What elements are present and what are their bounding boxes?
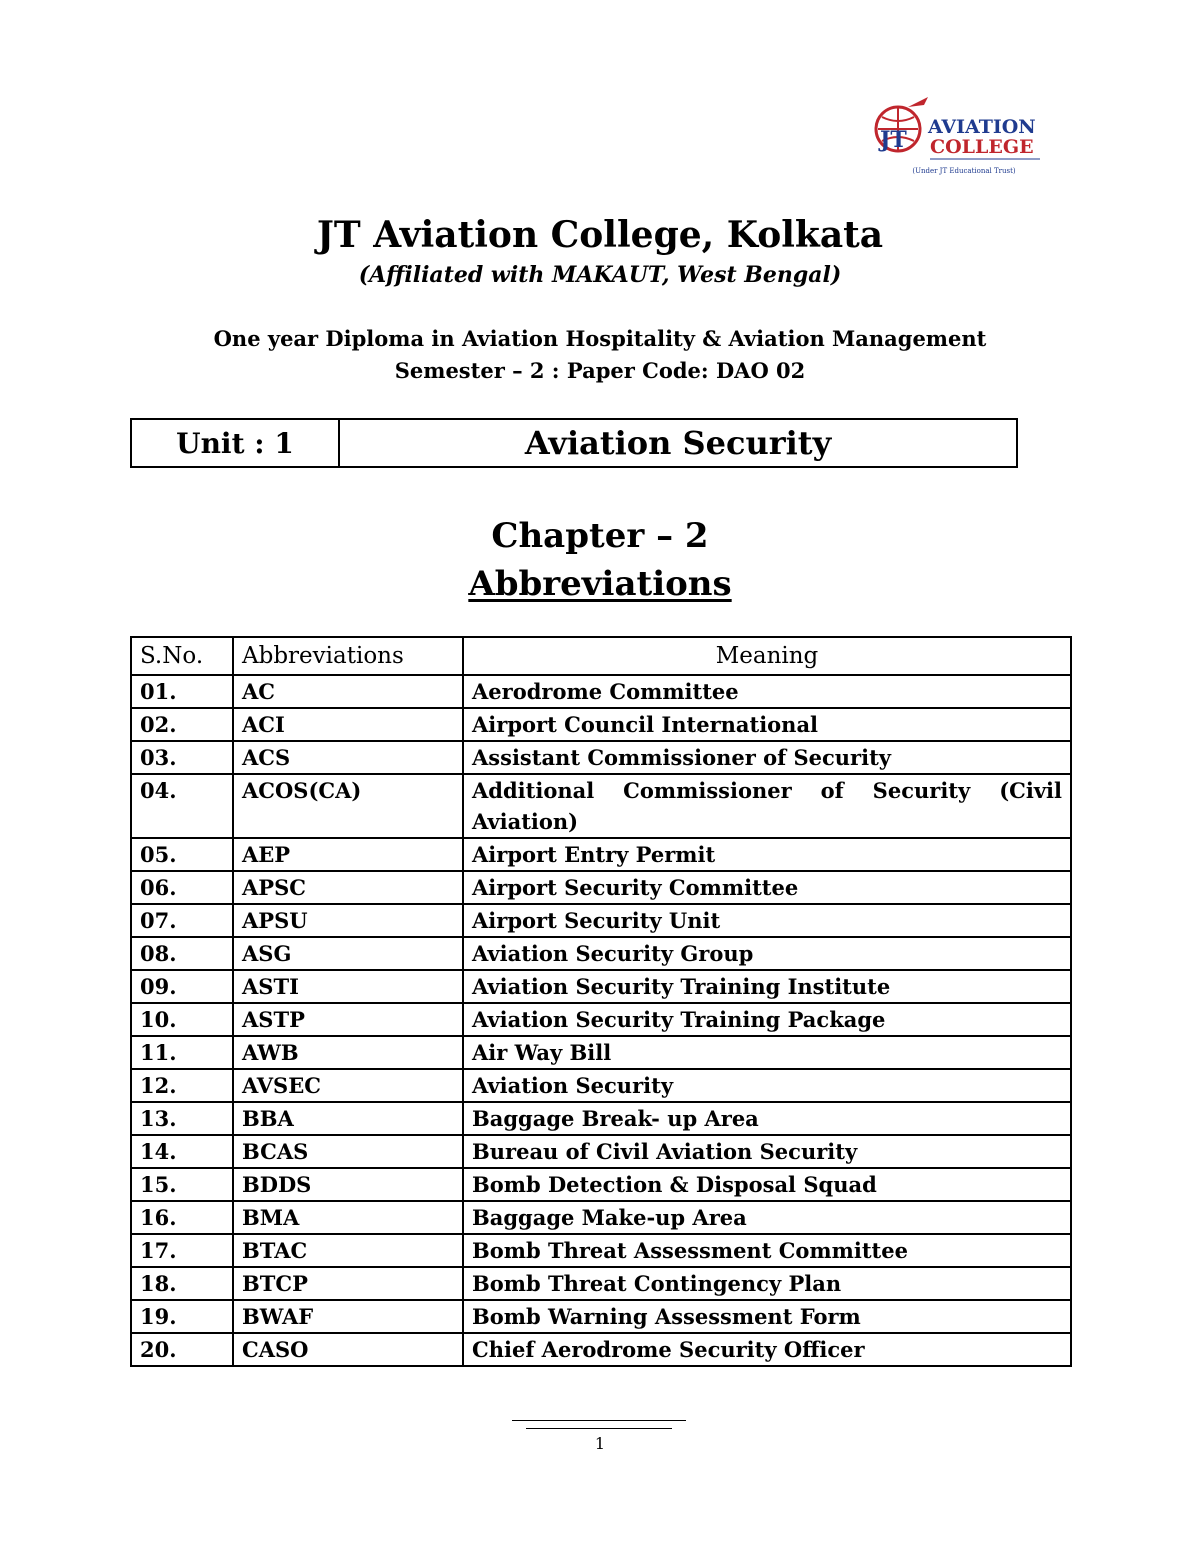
abbreviation-cell: BDDS <box>233 1168 463 1201</box>
table-row <box>131 741 1071 774</box>
sno-cell: 07. <box>131 904 233 937</box>
table-row <box>131 675 1071 708</box>
abbreviation-cell: BTCP <box>233 1267 463 1300</box>
college-title: JT Aviation College, Kolkata <box>316 214 884 256</box>
sno-cell: 06. <box>131 871 233 904</box>
abbreviation-cell: AEP <box>233 838 463 871</box>
unit-label: Unit : 1 <box>132 420 340 466</box>
table-row <box>131 904 1071 937</box>
table-row <box>131 1135 1071 1168</box>
abbreviation-cell: BMA <box>233 1201 463 1234</box>
sno-cell: 09. <box>131 970 233 1003</box>
meaning-cell: Bomb Threat Contingency Plan <box>463 1267 1071 1300</box>
abbreviation-cell: AWB <box>233 1036 463 1069</box>
meaning-cell: Airport Council International <box>463 708 1071 741</box>
sno-cell: 16. <box>131 1201 233 1234</box>
meaning-cell: Airport Security Committee <box>463 871 1071 904</box>
abbreviation-cell: ASTP <box>233 1003 463 1036</box>
sno-cell: 15. <box>131 1168 233 1201</box>
chapter-title: Abbreviations <box>468 564 732 604</box>
abbreviation-cell: AVSEC <box>233 1069 463 1102</box>
svg-text:COLLEGE: COLLEGE <box>930 136 1034 158</box>
header-abbreviations: Abbreviations <box>233 637 463 675</box>
meaning-cell: Bomb Warning Assessment Form <box>463 1300 1071 1333</box>
meaning-cell: Aviation Security Group <box>463 937 1071 970</box>
meaning-cell: Aviation Security Training Institute <box>463 970 1071 1003</box>
footer-rule <box>512 1420 686 1421</box>
table-row <box>131 838 1071 871</box>
sno-cell: 02. <box>131 708 233 741</box>
meaning-cell: Additional Commissioner of Security (Civil Aviation) <box>463 774 1071 838</box>
abbreviation-cell: APSC <box>233 871 463 904</box>
table-row <box>131 1102 1071 1135</box>
meaning-cell: Assistant Commissioner of Security <box>463 741 1071 774</box>
sno-cell: 20. <box>131 1333 233 1366</box>
table-row <box>131 1267 1071 1300</box>
meaning-cell: Bomb Threat Assessment Committee <box>463 1234 1071 1267</box>
abbreviation-cell: BCAS <box>233 1135 463 1168</box>
abbreviation-cell: ACS <box>233 741 463 774</box>
meaning-cell: Chief Aerodrome Security Officer <box>463 1333 1071 1366</box>
table-row <box>131 1069 1071 1102</box>
table-row <box>131 1300 1071 1333</box>
meaning-cell: Baggage Make-up Area <box>463 1201 1071 1234</box>
page-number: 1 <box>594 1434 606 1453</box>
table-row <box>131 937 1071 970</box>
abbreviation-cell: BBA <box>233 1102 463 1135</box>
sno-cell: 01. <box>131 675 233 708</box>
meaning-cell: Bureau of Civil Aviation Security <box>463 1135 1071 1168</box>
table-header-row <box>131 637 1071 675</box>
meaning-cell: Airport Security Unit <box>463 904 1071 937</box>
college-logo <box>868 95 1046 180</box>
table-row <box>131 1168 1071 1201</box>
course-title: One year Diploma in Aviation Hospitality & Aviation Management <box>213 326 987 351</box>
abbreviation-cell: AC <box>233 675 463 708</box>
table-row <box>131 871 1071 904</box>
meaning-cell: Bomb Detection & Disposal Squad <box>463 1168 1071 1201</box>
abbreviation-cell: ASTI <box>233 970 463 1003</box>
abbreviation-cell: ASG <box>233 937 463 970</box>
chapter-heading <box>0 564 1200 604</box>
abbreviation-cell: BWAF <box>233 1300 463 1333</box>
sno-cell: 19. <box>131 1300 233 1333</box>
unit-title: Aviation Security <box>524 424 832 462</box>
sno-cell: 10. <box>131 1003 233 1036</box>
svg-text:JT: JT <box>880 127 907 153</box>
semester-info: Semester – 2 : Paper Code: DAO 02 <box>394 358 806 383</box>
sno-cell: 05. <box>131 838 233 871</box>
abbreviation-cell: BTAC <box>233 1234 463 1267</box>
table-row <box>131 970 1071 1003</box>
header-sno: S.No. <box>131 637 233 675</box>
sno-cell: 08. <box>131 937 233 970</box>
table-row <box>131 708 1071 741</box>
sno-cell: 18. <box>131 1267 233 1300</box>
abbreviations-table <box>130 636 1072 1367</box>
meaning-cell: Airport Entry Permit <box>463 838 1071 871</box>
sno-cell: 17. <box>131 1234 233 1267</box>
meaning-cell: Aviation Security <box>463 1069 1071 1102</box>
header-meaning: Meaning <box>463 637 1071 675</box>
abbreviation-cell: CASO <box>233 1333 463 1366</box>
sno-cell: 14. <box>131 1135 233 1168</box>
table-row <box>131 1234 1071 1267</box>
abbreviation-cell: ACOS(CA) <box>233 774 463 838</box>
meaning-cell: Aerodrome Committee <box>463 675 1071 708</box>
unit-box <box>130 418 1018 468</box>
sno-cell: 03. <box>131 741 233 774</box>
table-row <box>131 774 1071 838</box>
table-row <box>131 1036 1071 1069</box>
svg-text:(Under JT Educational Trust): (Under JT Educational Trust) <box>912 167 1016 175</box>
table-row <box>131 1333 1071 1366</box>
sno-cell: 04. <box>131 774 233 838</box>
chapter-label: Chapter – 2 <box>491 516 709 556</box>
sno-cell: 13. <box>131 1102 233 1135</box>
meaning-cell: Baggage Break- up Area <box>463 1102 1071 1135</box>
table-row <box>131 1003 1071 1036</box>
sno-cell: 12. <box>131 1069 233 1102</box>
abbreviation-cell: ACI <box>233 708 463 741</box>
abbreviation-cell: APSU <box>233 904 463 937</box>
meaning-cell: Air Way Bill <box>463 1036 1071 1069</box>
svg-text:AVIATION: AVIATION <box>928 116 1036 138</box>
affiliation: (Affiliated with MAKAUT, West Bengal) <box>358 262 842 288</box>
meaning-cell: Aviation Security Training Package <box>463 1003 1071 1036</box>
footer-rule-short <box>526 1428 672 1429</box>
sno-cell: 11. <box>131 1036 233 1069</box>
table-row <box>131 1201 1071 1234</box>
